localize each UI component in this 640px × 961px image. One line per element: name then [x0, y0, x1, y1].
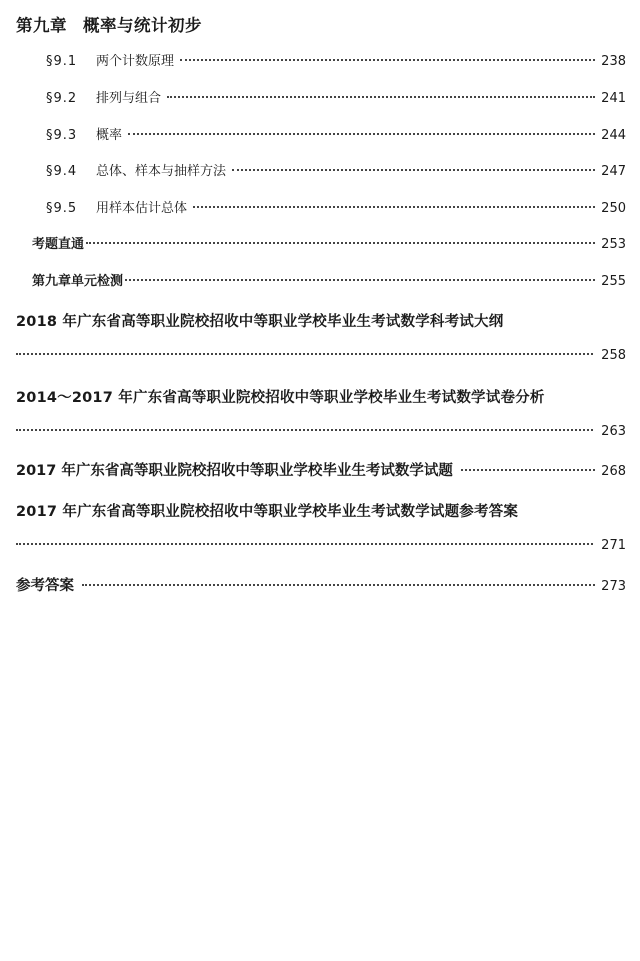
toc-entry-exam-practice[interactable]	[32, 235, 626, 255]
page-number: 268	[601, 464, 626, 479]
toc-entry-section-9-3[interactable]	[46, 126, 626, 146]
section-number: §9.4	[46, 164, 78, 179]
dot-leader	[16, 429, 593, 431]
chapter-title: 概率与统计初步	[83, 16, 202, 35]
dot-leader	[16, 353, 593, 355]
toc-entry-exam-answers-leader-line	[16, 536, 626, 556]
dot-leader	[16, 543, 593, 545]
page-number: 238	[601, 54, 626, 69]
dot-leader	[86, 242, 595, 244]
toc-entry-exam-analysis-leader-line	[16, 422, 626, 442]
page-number: 271	[601, 538, 626, 553]
section-title: 两个计数原理	[96, 54, 175, 69]
toc-entry-exam-syllabus-leader-line	[16, 346, 626, 366]
section-title: 概率	[96, 128, 123, 143]
section-number: §9.2	[46, 91, 78, 106]
chapter-heading	[16, 12, 202, 36]
toc-entry-unit-test[interactable]	[32, 272, 626, 292]
section-title: 用样本估计总体	[96, 201, 188, 216]
entry-title: 考题直通	[32, 237, 85, 252]
toc-entry-reference-answers[interactable]	[16, 576, 626, 597]
dot-leader	[232, 169, 595, 171]
entry-title: 第九章单元检测	[32, 274, 124, 289]
page-number: 241	[601, 91, 626, 106]
page-number: 273	[601, 579, 626, 594]
section-number: §9.3	[46, 128, 78, 143]
toc-entry-section-9-4[interactable]	[46, 162, 626, 182]
page-number: 258	[601, 348, 626, 363]
page-number: 253	[601, 237, 626, 252]
section-title: 总体、样本与抽样方法	[96, 164, 227, 179]
dot-leader	[461, 469, 595, 471]
dot-leader	[180, 59, 595, 61]
entry-title: 2017 年广东省高等职业院校招收中等职业学校毕业生考试数学试题	[16, 463, 453, 479]
dot-leader	[193, 206, 595, 208]
dot-leader	[125, 279, 595, 281]
section-number: §9.1	[46, 54, 78, 69]
toc-entry-exam-syllabus-title[interactable]: 2018 年广东省高等职业院校招收中等职业学校毕业生考试数学科考试大纲	[16, 314, 504, 330]
chapter-number: 第九章	[16, 16, 67, 35]
toc-entry-section-9-1[interactable]	[46, 52, 626, 72]
section-title: 排列与组合	[96, 91, 162, 106]
page-number: 250	[601, 201, 626, 216]
toc-entry-section-9-5[interactable]	[46, 199, 626, 219]
dot-leader	[128, 133, 595, 135]
dot-leader	[82, 584, 595, 586]
toc-entry-exam-analysis-title[interactable]: 2014～2017 年广东省高等职业院校招收中等职业学校毕业生考试数学试卷分析	[16, 390, 545, 406]
section-number: §9.5	[46, 201, 78, 216]
page-number: 244	[601, 128, 626, 143]
toc-entry-section-9-2[interactable]	[46, 89, 626, 109]
page-number: 247	[601, 164, 626, 179]
entry-title: 参考答案	[16, 578, 74, 594]
page-number: 263	[601, 424, 626, 439]
toc-entry-exam-answers-title[interactable]: 2017 年广东省高等职业院校招收中等职业学校毕业生考试数学试题参考答案	[16, 504, 519, 520]
dot-leader	[167, 96, 595, 98]
toc-entry-exam-paper[interactable]	[16, 461, 626, 482]
page-number: 255	[601, 274, 626, 289]
